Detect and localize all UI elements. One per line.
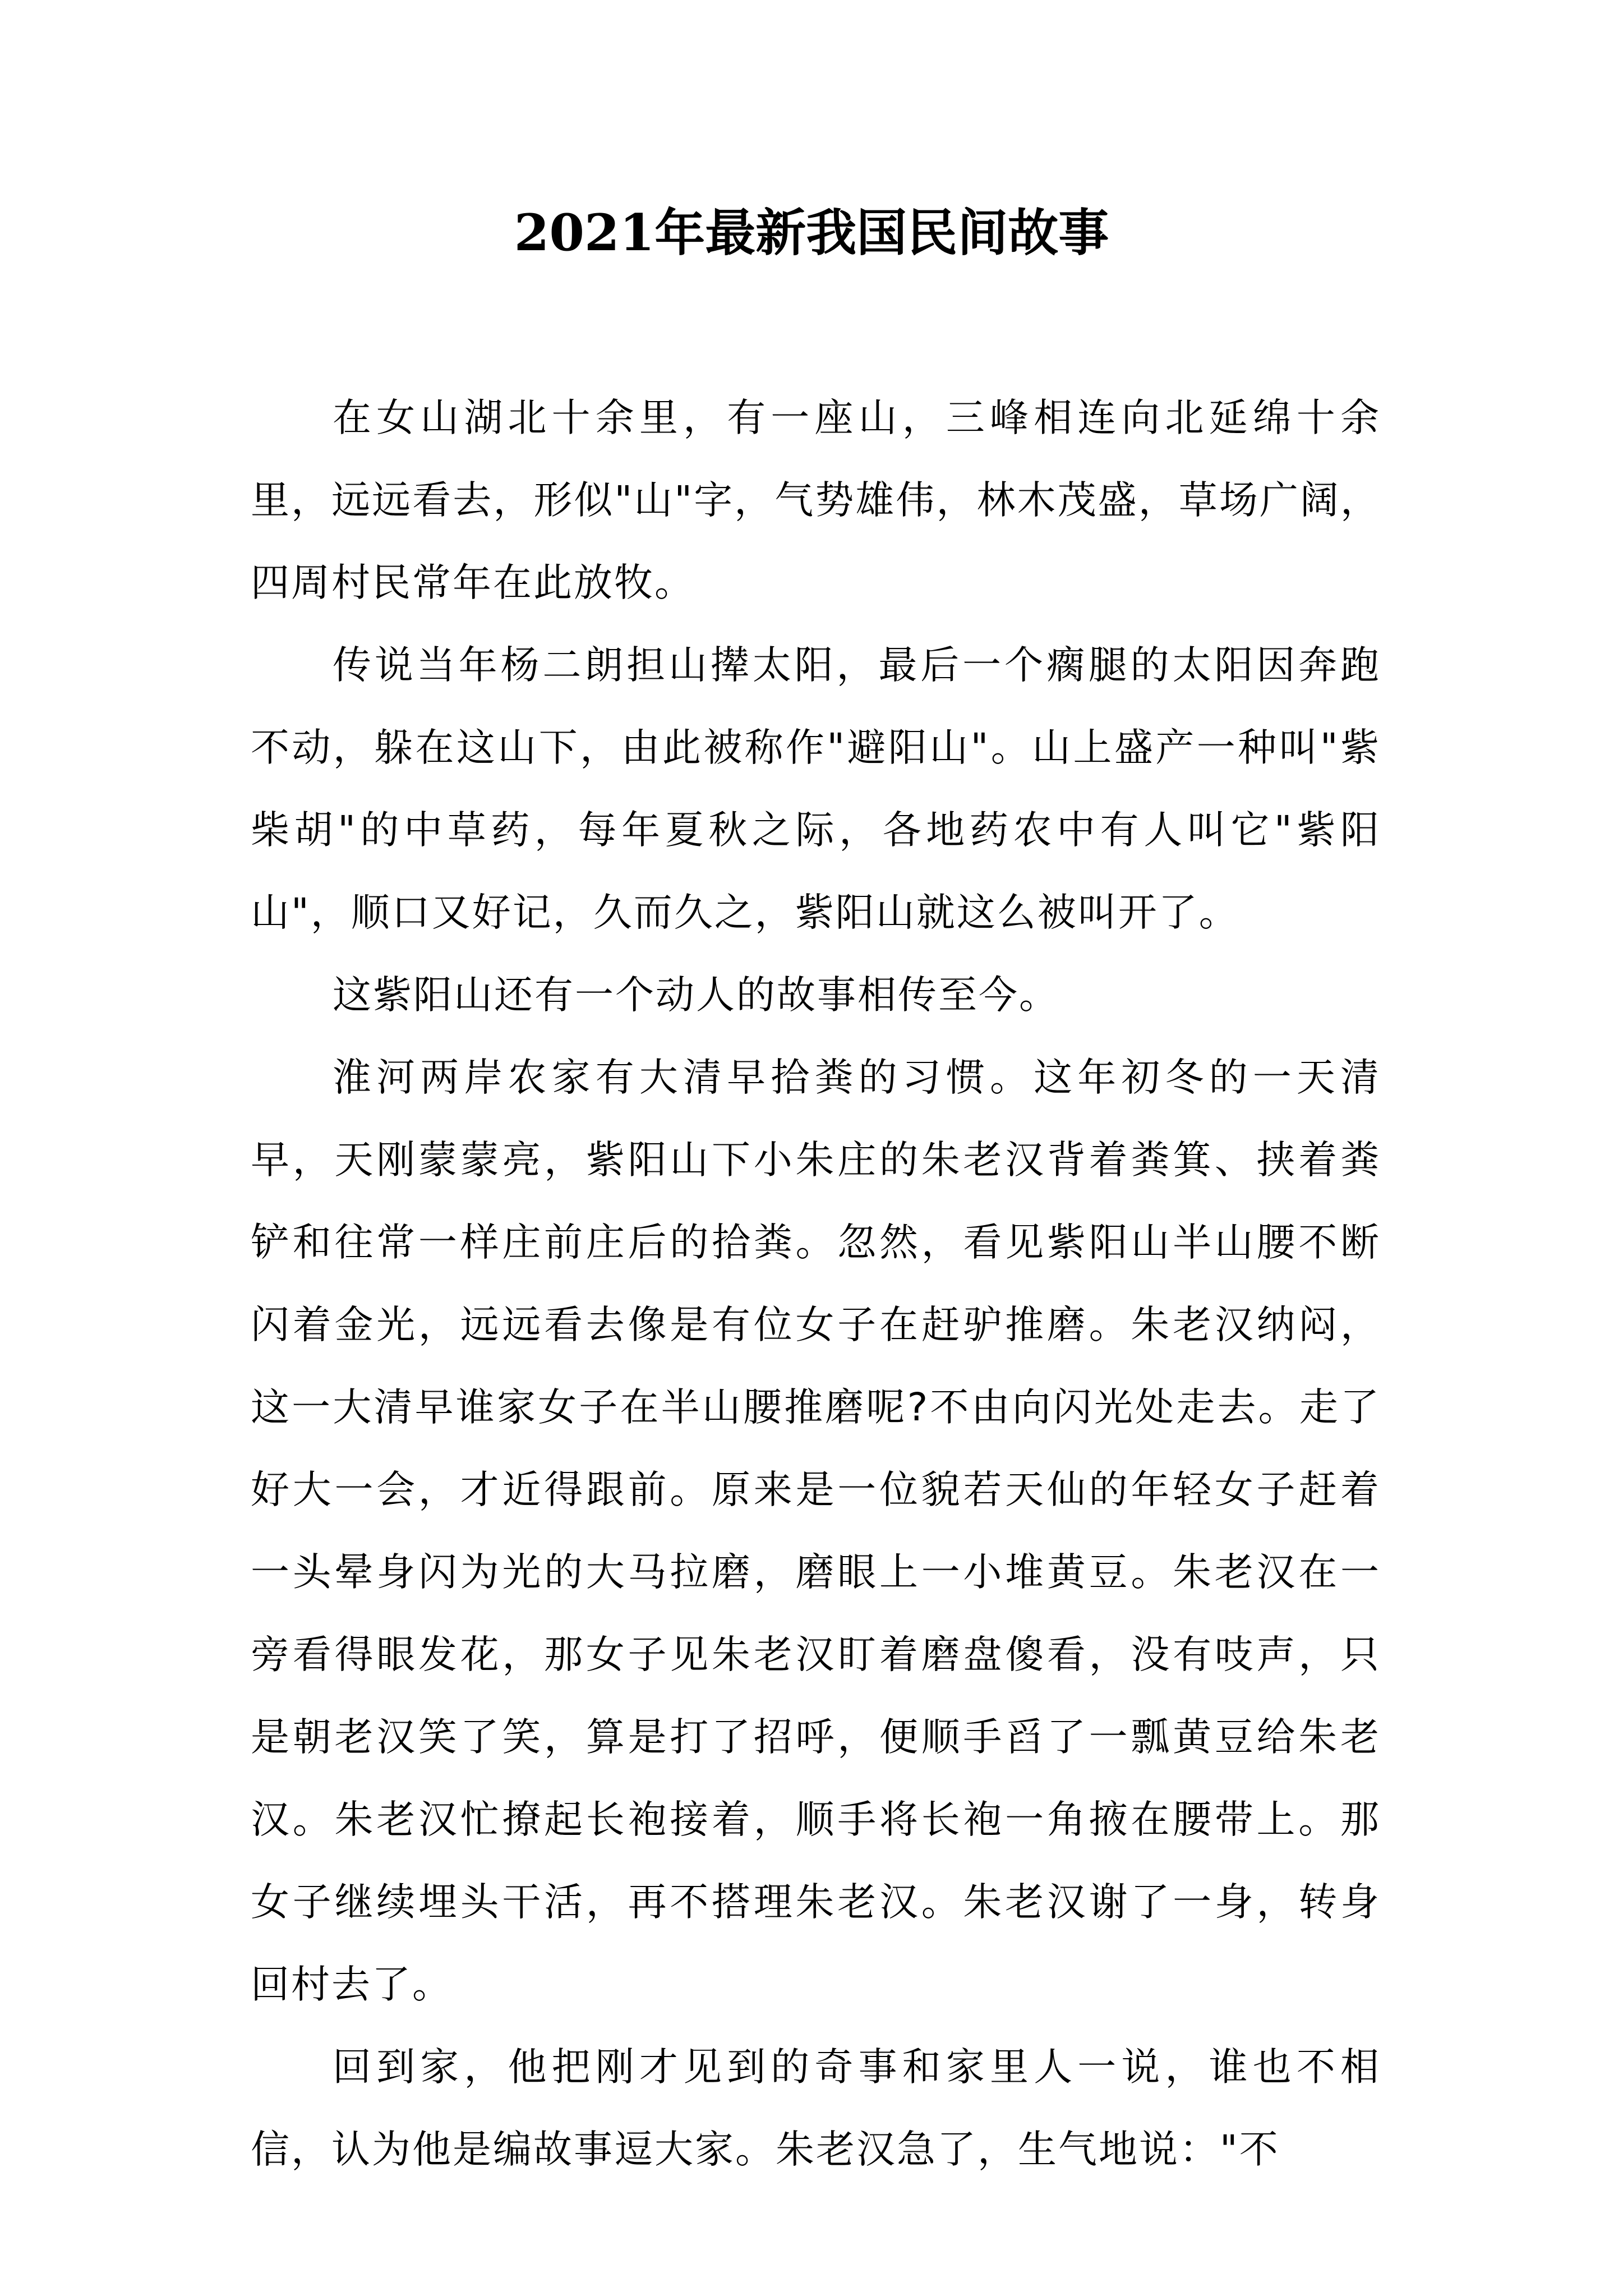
document-title: 2021年最新我国民间故事: [514, 203, 1109, 263]
paragraph: 回到家，他把刚才见到的奇事和家里人一说，谁也不相信，认为他是编故事逗大家。朱老汉急了，生气地说："不: [251, 2045, 1381, 2172]
paragraph: 传说当年杨二朗担山撵太阳，最后一个瘸腿的太阳因奔跑不动，躲在这山下，由此被称作"避阳山"。山上盛产一种叫"紫柴胡"的中草药，每年夏秋之际，各地药农中有人叫它"紫阳山"，顺口又好记，久而久之，紫阳山就这么被叫开了。: [251, 643, 1381, 935]
paragraph: 在女山湖北十余里，有一座山，三峰相连向北延绵十余里，远远看去，形似"山"字，气势雄伟，林木茂盛，草场广阔，四周村民常年在此放牧。: [251, 395, 1381, 605]
paragraph: 淮河两岸农家有大清早拾粪的习惯。这年初冬的一天清早，天刚蒙蒙亮，紫阳山下小朱庄的朱老汉背着粪箕、挟着粪铲和往常一样庄前庄后的拾粪。忽然，看见紫阳山半山腰不断闪着金光，远远看去像是有位女子在赶驴推磨。朱老汉纳闷，这一大清早谁家女子在半山腰推磨呢?不由向闪光处走去。走了好大一会，才近得跟前。原来是一位貌若天仙的年轻女子赶着一头晕身闪为光的大马拉磨，磨眼上一小堆黄豆。朱老汉在一旁看得眼发花，那女子见朱老汉盯着磨盘傻看，没有吱声，只是朝老汉笑了笑，算是打了招呼，便顺手舀了一瓢黄豆给朱老汉。朱老汉忙撩起长袍接着，顺手将长袍一角掖在腰带上。那女子继续埋头干活，再不搭理朱老汉。朱老汉谢了一身，转身回村去了。: [251, 1055, 1381, 2007]
paragraph: 这紫阳山还有一个动人的故事相传至今。: [333, 973, 1059, 1018]
document-body: [251, 377, 1381, 2191]
